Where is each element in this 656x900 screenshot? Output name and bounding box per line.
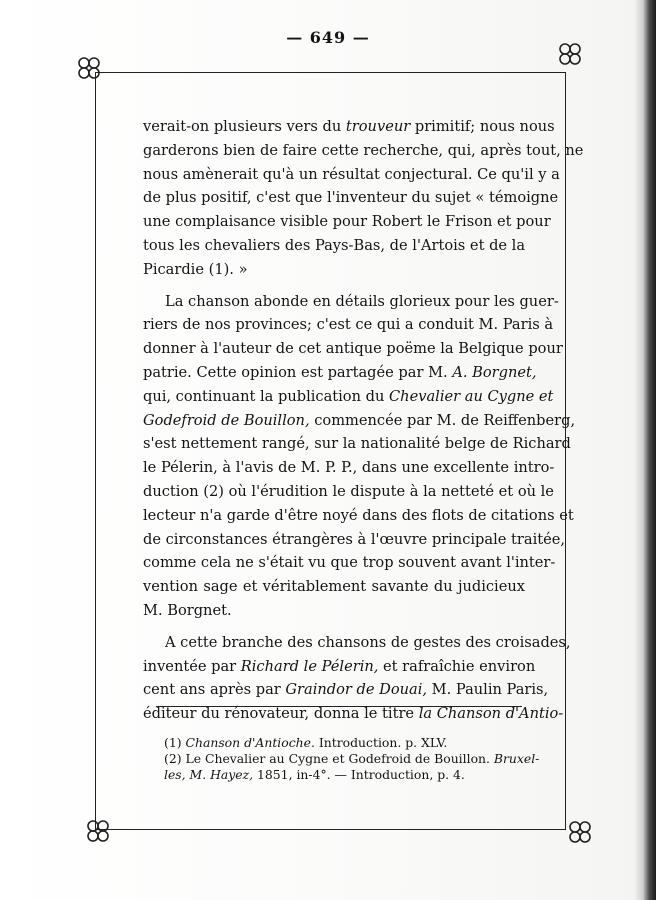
text-line: patrie. Cette opinion est partagée par M. A. Borgnet, <box>143 363 537 381</box>
text-line: verait-on plusieurs vers du trouveur primitif; nous nous <box>143 118 555 135</box>
corner-ornament-icon <box>566 818 594 846</box>
text-line: Godefroid de Bouillon, commencée par M. de Reiffenberg, <box>143 411 576 429</box>
text-line: Picardie (1). » <box>143 260 248 278</box>
text-line: inventée par Richard le Pélerin, et rafraîchie environ <box>143 657 536 675</box>
text-line: lecteur n'a garde d'être noyé dans des flots de citations et <box>143 506 574 524</box>
text-line: A cette branche des chansons de gestes des croisades, <box>165 633 571 651</box>
paragraph <box>143 290 576 623</box>
text-line: une complaisance visible pour Robert le Frison et pour <box>143 213 551 231</box>
footnote-2-continued: les, M. Hayez, 1851, in-4°. — Introduction, p. 4. <box>164 767 465 782</box>
text-line: s'est nettement rangé, sur la nationalité belge de Richard <box>143 435 571 453</box>
paragraph <box>143 115 584 282</box>
corner-ornament-icon <box>75 54 103 82</box>
text-line: le Pélerin, à l'avis de M. P. P., dans une excellente intro- <box>143 459 555 477</box>
text-line: comme cela ne s'était vu que trop souvent avant l'inter- <box>143 554 556 572</box>
footnotes <box>164 735 540 783</box>
footnote-divider <box>156 706 522 707</box>
corner-ornament-icon <box>556 40 584 68</box>
text-line: éditeur du rénovateur, donna le titre la Chanson d'Antio- <box>143 705 564 723</box>
text-line: La chanson abonde en détails glorieux pour les guer- <box>165 292 559 310</box>
text-line: M. Borgnet. <box>143 601 232 619</box>
footnote-2: (2) Le Chevalier au Cygne et Godefroid de Bouillon. Bruxel- <box>164 751 540 766</box>
text-line: donner à l'auteur de cet antique poëme la Belgique pour <box>143 340 563 358</box>
text-line: riers de nos provinces; c'est ce qui a conduit M. Paris à <box>143 316 554 334</box>
paragraph <box>143 631 571 726</box>
text-line: de circonstances étrangères à l'œuvre principale traitée, <box>143 530 566 548</box>
text-line: nous amènerait qu'à un résultat conjectural. Ce qu'il y a <box>143 165 560 183</box>
page-number: — 649 — <box>286 28 370 47</box>
footnote-1: (1) Chanson d'Antioche. Introduction. p. XLV. <box>164 735 448 750</box>
text-line: cent ans après par Graindor de Douai, M. Paulin Paris, <box>143 681 549 699</box>
body-text <box>143 115 584 726</box>
corner-ornament-icon <box>84 817 112 845</box>
text-line: tous les chevaliers des Pays-Bas, de l'Artois et de la <box>143 236 526 254</box>
text-line: vention sage et véritablement savante du judicieux <box>143 578 525 596</box>
text-line: duction (2) où l'érudition le dispute à la netteté et où le <box>143 482 554 500</box>
text-line: garderons bien de faire cette recherche, qui, après tout, ne <box>143 141 584 159</box>
page-binding-edge <box>634 0 656 900</box>
text-line: qui, continuant la publication du Chevalier au Cygne et <box>143 387 554 405</box>
text-line: de plus positif, c'est que l'inventeur du sujet « témoigne <box>143 189 559 207</box>
